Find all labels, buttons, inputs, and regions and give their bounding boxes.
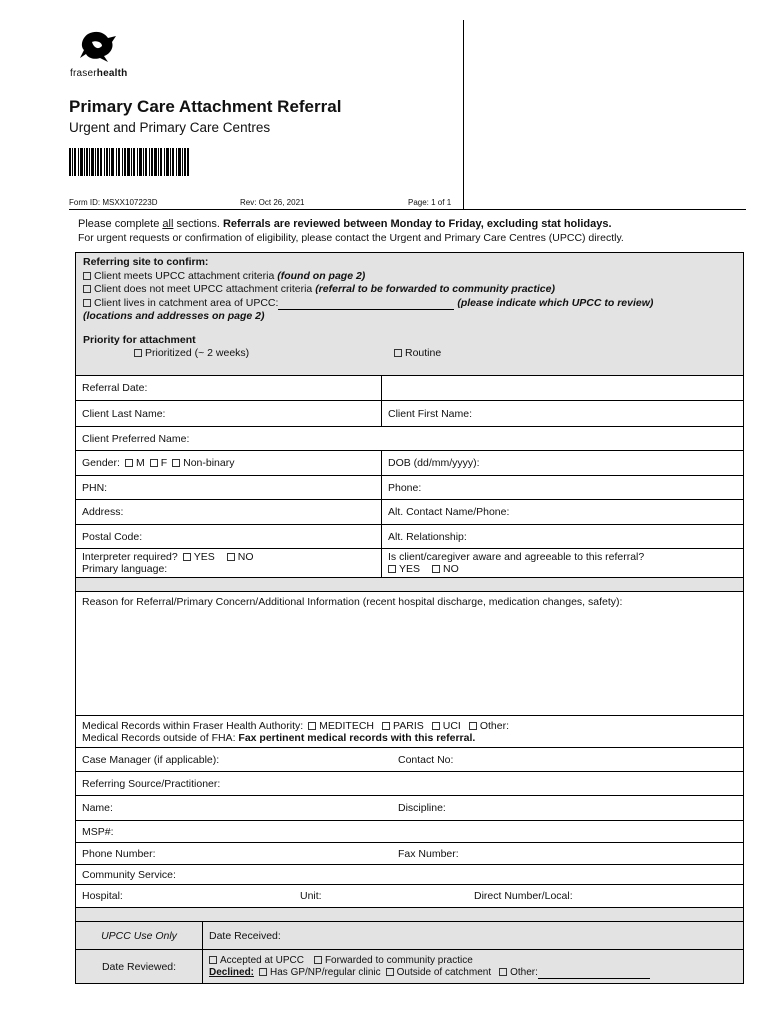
msp-label: MSP#: [82, 825, 114, 838]
locations-note: (locations and addresses on page 2) [83, 310, 265, 322]
section-separator [75, 578, 744, 592]
preferred-name-row[interactable] [75, 427, 744, 451]
aware-yes-checkbox[interactable] [388, 565, 396, 573]
referring-source-row[interactable] [75, 772, 744, 796]
logo-suffix: health [96, 68, 128, 79]
fraser-health-logo [70, 30, 130, 82]
phone-number-label: Phone Number: [82, 847, 156, 860]
address-row[interactable] [75, 500, 744, 525]
interpreter-yes-checkbox[interactable] [183, 553, 191, 561]
forwarded-checkbox[interactable] [314, 956, 322, 964]
confirm-heading: Referring site to confirm: [83, 256, 209, 268]
alt-contact-label: Alt. Contact Name/Phone: [388, 506, 510, 518]
catchment-checkbox[interactable] [83, 299, 91, 307]
opt3-label: Client lives in catchment area of UPCC: [94, 296, 279, 309]
intro-text: Please complete [78, 218, 163, 230]
paris-checkbox[interactable] [382, 722, 390, 730]
interpreter-row[interactable] [75, 549, 744, 578]
has-gp-checkbox[interactable] [259, 968, 267, 976]
med-outside-label: Medical Records outside of FHA: [82, 731, 239, 744]
intro-urgent-note: For urgent requests or confirmation of eligibility, please contact the Urgent and Primary Care Centres (UPCC) directly. [78, 232, 624, 244]
other-records-label: Other: [479, 719, 510, 732]
gender-nb-label: Non-binary [183, 457, 235, 469]
form-title: Primary Care Attachment Referral [69, 97, 342, 116]
referral-date-label: Referral Date: [82, 382, 148, 394]
opt2-label: Client does not meet UPCC attachment criteria [94, 283, 316, 295]
last-name-label: Client Last Name: [82, 407, 166, 420]
referral-date-row[interactable] [75, 376, 744, 401]
routine-label: Routine [405, 347, 442, 359]
direct-number-label: Direct Number/Local: [474, 890, 573, 902]
phn-label: PHN: [82, 481, 108, 494]
first-name-label: Client First Name: [388, 407, 473, 420]
barcode-icon [69, 148, 189, 176]
instructions [78, 217, 748, 245]
upcc-use-only-label: UPCC Use Only [101, 929, 177, 942]
postal-code-label: Postal Code: [82, 530, 143, 543]
interpreter-no-checkbox[interactable] [227, 553, 235, 561]
logo-mark-icon [74, 30, 124, 64]
reason-label: Reason for Referral/Primary Concern/Additional Information (recent hospital discharge, medication changes, safety): [82, 596, 623, 608]
routine-checkbox[interactable] [394, 349, 402, 357]
upcc-received-row [75, 922, 744, 950]
gender-f-checkbox[interactable] [150, 459, 158, 467]
interpreter-label: Interpreter required? [82, 551, 178, 563]
outside-catchment-checkbox[interactable] [386, 968, 394, 976]
case-manager-label: Case Manager (if applicable): [82, 753, 220, 766]
preferred-name-label: Client Preferred Name: [82, 432, 190, 445]
gender-row[interactable] [75, 451, 744, 476]
opt1-note: (found on page 2) [277, 269, 366, 282]
criteria-met-checkbox[interactable] [83, 272, 91, 280]
declined-other-checkbox[interactable] [499, 968, 507, 976]
uci-label: UCI [442, 719, 461, 732]
gender-m-checkbox[interactable] [125, 459, 133, 467]
phone-label: Phone: [388, 481, 422, 494]
phn-row[interactable] [75, 476, 744, 500]
hospital-row[interactable] [75, 885, 744, 908]
interpreter-no-label: NO [237, 551, 254, 563]
alt-relationship-label: Alt. Relationship: [388, 530, 467, 543]
meditech-checkbox[interactable] [308, 722, 316, 730]
upcc-reviewed-row [75, 950, 744, 984]
gender-nb-checkbox[interactable] [172, 459, 180, 467]
address-label: Address: [82, 506, 124, 518]
criteria-not-met-checkbox[interactable] [83, 285, 91, 293]
outside-catchment-label: Outside of catchment [396, 966, 492, 978]
date-received-label: Date Received: [209, 929, 281, 942]
date-reviewed-label: Date Reviewed: [101, 960, 177, 973]
section-separator-2 [75, 908, 744, 922]
forwarded-label: Forwarded to community practice [324, 954, 473, 966]
declined-label: Declined: [209, 966, 255, 978]
aware-label: Is client/caregiver aware and agreeable to this referral? [388, 551, 645, 563]
medical-records-row[interactable] [75, 716, 744, 748]
name-label: Name: [82, 802, 113, 814]
intro-review-note: Referrals are reviewed between Monday to Friday, excluding stat holidays. [222, 218, 612, 230]
contact-no-label: Contact No: [398, 753, 454, 766]
dob-label: DOB (dd/mm/yyyy): [388, 457, 480, 469]
fax-number-label: Fax Number: [398, 847, 459, 860]
unit-label: Unit: [300, 890, 322, 902]
intro-text-2: sections. [173, 218, 223, 230]
paris-label: PARIS [393, 719, 424, 732]
revision: Rev: Oct 26, 2021 [240, 198, 305, 207]
interpreter-yes-label: YES [193, 551, 215, 563]
hospital-label: Hospital: [82, 890, 123, 902]
form-subtitle: Urgent and Primary Care Centres [69, 120, 271, 135]
med-within-label: Medical Records within Fraser Health Authority: [82, 719, 304, 732]
gender-m-label: M [135, 457, 145, 469]
header-divider [463, 20, 464, 210]
referring-source-label: Referring Source/Practitioner: [82, 777, 221, 790]
declined-other-label: Other: [510, 966, 538, 978]
upcc-name-field[interactable] [278, 309, 454, 310]
msp-row[interactable] [75, 821, 744, 843]
accepted-label: Accepted at UPCC [220, 954, 304, 966]
primary-language-label: Primary language: [82, 563, 168, 575]
reason-for-referral-field[interactable] [75, 592, 744, 716]
column-divider [381, 376, 382, 400]
opt2-note: (referral to be forwarded to community practice) [315, 283, 555, 295]
aware-no-label: NO [443, 563, 459, 575]
community-service-label: Community Service: [82, 868, 176, 881]
community-service-row[interactable] [75, 865, 744, 885]
prioritized-checkbox[interactable] [134, 349, 142, 357]
priority-heading: Priority for attachment [83, 333, 196, 346]
aware-yes-label: YES [399, 563, 421, 575]
logo-prefix: fraser [70, 68, 97, 79]
referring-site-section [75, 252, 744, 376]
has-gp-label: Has GP/NP/regular clinic [270, 966, 381, 978]
aware-no-checkbox[interactable] [432, 565, 440, 573]
form-id: Form ID: MSXX107223D [69, 198, 158, 207]
declined-other-field[interactable] [538, 978, 650, 979]
fax-records-note: Fax pertinent medical records with this referral. [238, 731, 476, 744]
prioritized-label: Prioritized (~ 2 weeks) [145, 347, 250, 359]
phone-fax-row[interactable] [75, 843, 744, 865]
page-number: Page: 1 of 1 [408, 198, 452, 207]
other-records-checkbox[interactable] [469, 722, 477, 730]
discipline-label: Discipline: [398, 802, 446, 814]
postal-row[interactable] [75, 525, 744, 549]
accepted-checkbox[interactable] [209, 956, 217, 964]
practitioner-name-row[interactable] [75, 796, 744, 821]
meditech-label: MEDITECH [319, 719, 375, 732]
opt1-label: Client meets UPCC attachment criteria [94, 269, 278, 282]
header-rule [69, 209, 746, 210]
uci-checkbox[interactable] [432, 722, 440, 730]
intro-all: all [162, 218, 174, 230]
case-manager-row[interactable] [75, 748, 744, 772]
gender-label: Gender: [82, 457, 120, 469]
gender-f-label: F [160, 457, 168, 469]
opt3-note: (please indicate which UPCC to review) [457, 296, 654, 309]
client-name-row[interactable] [75, 401, 744, 427]
